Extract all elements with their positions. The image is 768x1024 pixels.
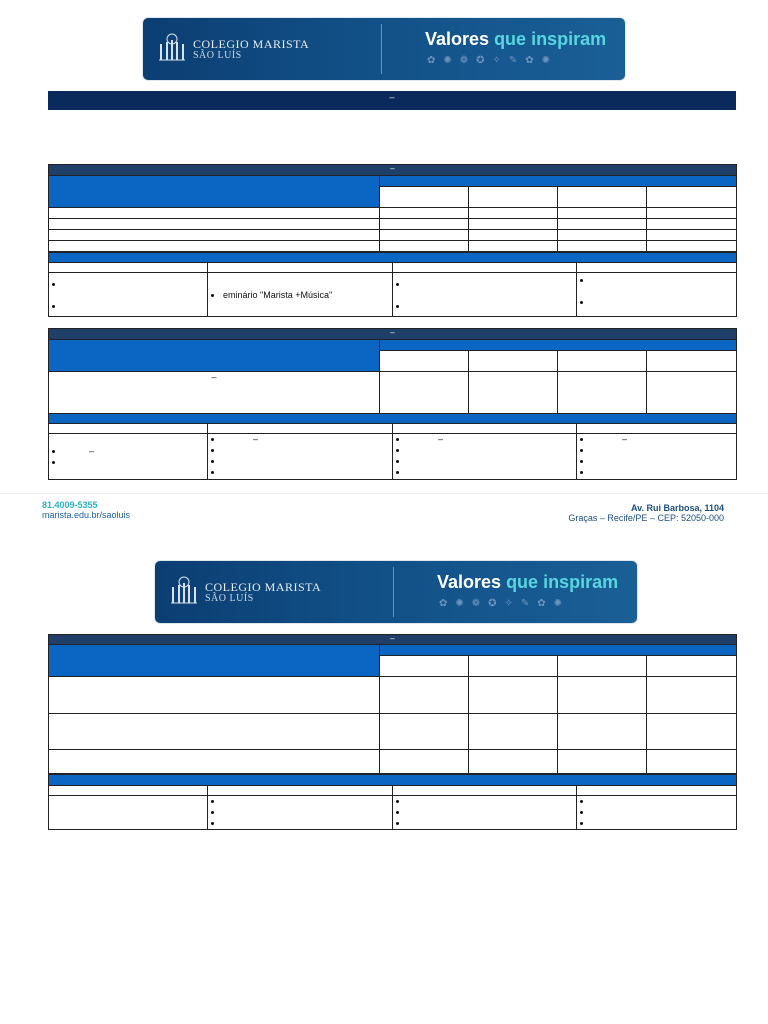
title-bar-text: – [389,92,395,102]
footer-website: marista.edu.br/saoluis [42,510,131,520]
section-3-lower-table [48,774,737,830]
slogan-part-2: que inspiram [494,29,607,49]
bullet-item [223,456,389,467]
cell [380,750,469,774]
cell [380,219,469,230]
banner-divider [381,24,382,74]
bullet-cell [577,796,737,830]
section-2-header: – [49,329,737,340]
bullet-cell [208,796,393,830]
cell [558,241,647,252]
header-banner [143,18,625,80]
slogan [425,29,606,49]
cell [647,677,737,714]
section-1-lower-table [48,252,737,317]
cell [647,714,737,750]
cell [469,208,558,219]
slogan-part-1: Valores [437,572,502,592]
bullet-item [408,445,573,456]
cell [469,714,558,750]
cell [393,786,577,796]
bullet-cell [393,273,577,317]
cell [49,372,380,414]
cell [469,750,558,774]
dash-mark: – [253,434,259,444]
cell [380,208,469,219]
cell [49,424,208,434]
page-separator [0,493,768,494]
bullet-item: • eminário "Marista +Música" [223,290,389,301]
bullet-item [64,446,204,457]
bullet-cell [577,273,737,317]
cell [49,796,208,830]
bullet-item [592,445,733,456]
title-bar [48,91,736,110]
cell [647,750,737,774]
bullet-item [223,818,389,829]
cell [558,230,647,241]
cell [208,263,393,273]
cell [558,750,647,774]
slogan-part-2: que inspiram [506,572,619,592]
section-1-subheader [380,176,737,187]
bullet-item [223,796,389,807]
section-1-table [48,164,737,252]
bullet-item [408,434,573,445]
footer-address-city: Graças – Recife/PE – CEP: 52050-000 [568,513,724,523]
cell [647,656,737,677]
footer-address-street: Av. Rui Barbosa, 1104 [630,503,724,513]
bullet-item [64,301,204,312]
cell [558,714,647,750]
bullet-cell [393,796,577,830]
bullet-item [223,467,389,478]
cell [577,263,737,273]
cell [469,372,558,414]
cell [49,750,380,774]
bullet-item [592,297,733,308]
school-name-line2: SÃO LUÍS [205,593,254,604]
school-name: COLEGIO MARISTA [205,580,322,594]
cell [380,656,469,677]
cell [647,351,737,372]
cell [647,219,737,230]
slogan [437,572,618,592]
bullet-item [408,301,573,312]
bullet-cell [577,434,737,480]
bullet-item [408,456,573,467]
cell [49,219,380,230]
section-1-bluebar [49,253,737,263]
values-icons: ✿✺❁✪✧✎✿✺ [439,598,571,609]
bullet-item [408,467,573,478]
section-2-table [48,328,737,414]
section-2-label-cell [49,340,380,372]
cell [558,208,647,219]
cell [558,187,647,208]
cell [469,656,558,677]
bullet-item [592,467,733,478]
cell [49,714,380,750]
cell [380,187,469,208]
school-crest-icon [155,30,189,64]
cell [558,219,647,230]
section-1-label-cell [49,176,380,208]
cell [49,230,380,241]
cell [469,351,558,372]
bullet-item [223,445,389,456]
dash-mark: – [622,434,628,444]
cell [577,786,737,796]
bullet-cell [393,434,577,480]
bullet-item [592,807,733,818]
cell [558,656,647,677]
cell [469,187,558,208]
bullet-item [408,807,573,818]
values-icons: ✿✺❁✪✧✎✿✺ [427,55,559,66]
section-2-subheader [380,340,737,351]
header-banner-page-2 [155,561,637,623]
section-3-header: – [49,635,737,645]
cell [380,230,469,241]
cell [469,241,558,252]
bullet-item [64,457,204,468]
cell [558,677,647,714]
cell [558,372,647,414]
bullet-item [223,434,389,445]
cell [469,677,558,714]
cell [380,241,469,252]
row-mark: – [211,372,217,382]
cell [208,786,393,796]
section-3-table [48,634,737,774]
cell [647,187,737,208]
bullet-item [223,807,389,818]
cell [380,351,469,372]
bullet-cell [49,273,208,317]
cell [49,263,208,273]
bullet-item [592,434,733,445]
cell [380,372,469,414]
footer-phone: 81.4009-5355 [42,500,98,510]
cell [393,263,577,273]
bullet-item [408,279,573,290]
cell [208,424,393,434]
cell [647,241,737,252]
bullet-item [592,796,733,807]
bullet-item [592,275,733,286]
dash-mark: – [438,434,444,444]
cell [647,372,737,414]
cell [558,351,647,372]
bullet-item [64,279,204,290]
cell [577,424,737,434]
cell [380,677,469,714]
cell [49,786,208,796]
bullet-cell [208,273,393,317]
section-3-label-cell [49,645,380,677]
cell [380,714,469,750]
school-name-line2: SÃO LUÍS [193,50,242,61]
cell [393,424,577,434]
section-1-header: – [49,165,737,176]
cell [49,208,380,219]
bullet-item [592,818,733,829]
bullet-cell [49,434,208,480]
school-name: COLEGIO MARISTA [193,37,310,51]
bullet-item [592,456,733,467]
cell [647,208,737,219]
cell [647,230,737,241]
banner-divider [393,567,394,617]
cell [469,219,558,230]
cell [49,677,380,714]
section-3-subheader [380,645,737,656]
slogan-part-1: Valores [425,29,490,49]
bullet-item [408,796,573,807]
school-crest-icon [167,573,201,607]
section-3-bluebar [49,775,737,786]
section-2-bluebar [49,414,737,424]
cell [49,241,380,252]
bullet-cell [208,434,393,480]
section-2-lower-table [48,413,737,480]
dash-mark: – [89,446,95,456]
bullet-item [408,818,573,829]
cell [469,230,558,241]
